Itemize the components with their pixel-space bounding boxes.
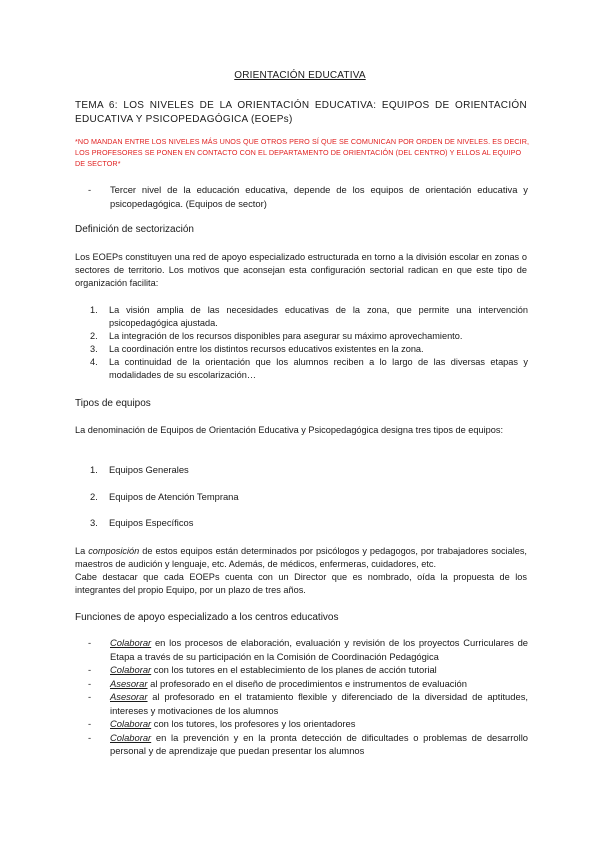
list-number: 3. bbox=[90, 344, 98, 354]
list-item bbox=[90, 517, 193, 528]
function-verb: Asesorar bbox=[110, 677, 148, 689]
list-text: Equipos de Atención Temprana bbox=[109, 491, 239, 502]
document-title: ORIENTACIÓN EDUCATIVA bbox=[234, 70, 366, 81]
topic-heading: TEMA 6: LOS NIVELES DE LA ORIENTACIÓN EDUCATIVA: EQUIPOS DE ORIENTACIÓN EDUCATIVA Y PSICOPEDAGÓGICA (EOEPs) bbox=[75, 100, 527, 125]
composicion-word: composición bbox=[88, 546, 140, 556]
dash-bullet: - bbox=[88, 731, 92, 743]
list-item bbox=[88, 663, 528, 677]
list-item bbox=[90, 304, 528, 330]
funciones-heading: Funciones de apoyo especializado a los centros educativos bbox=[75, 612, 339, 623]
tipos-paragraph: La denominación de Equipos de Orientación Educativa y Psicopedagógica designa tres tipos de equipos: bbox=[75, 425, 504, 435]
sectorizacion-paragraph: Los EOEPs constituyen una red de apoyo especializado estructurada en torno a la división escolar en zonas o sectores de territorio. Los motivos que aconsejan esta configuración sectorial radican en que este tipo de organización facilita: bbox=[75, 252, 527, 288]
dash-bullet: - bbox=[88, 637, 92, 648]
list-item bbox=[90, 343, 528, 356]
function-text: al profesorado en el tratamiento flexible y diferenciado de la diversidad de aptitudes, intereses y motivaciones de los alumnos bbox=[110, 691, 528, 716]
dash-bullet: - bbox=[88, 664, 92, 675]
funciones-list bbox=[88, 636, 528, 758]
red-note: *NO MANDAN ENTRE LOS NIVELES MÁS UNOS QUE OTROS PERO SÍ QUE SE COMUNICAN POR ORDEN DE NIVELES. ES DECIR, LOS PROFESORES SE PONEN EN CONTACTO CON EL DEPARTAMENTO DE ORIENTACIÓN (DEL CENTRO) Y ELLOS AL EQUIPO DE SECTOR* bbox=[75, 137, 530, 168]
list-number: 2. bbox=[90, 331, 98, 341]
function-verb: Colaborar bbox=[110, 718, 152, 729]
list-item bbox=[88, 183, 528, 210]
intro-bullet-text: Tercer nivel de la educación educativa, depende de los equipos de orientación educativa y psicopedagógica. (Equipos de sector) bbox=[110, 184, 528, 209]
function-text: con los tutores, los profesores y los orientadores bbox=[151, 718, 356, 729]
list-number: 1. bbox=[90, 464, 98, 475]
director-text: Cabe destacar que cada EOEPs cuenta con un Director que es nombrado, oída la propuesta de los integrantes del propio Equipo, por un plazo de tres años. bbox=[75, 572, 527, 595]
dash-bullet: - bbox=[88, 184, 92, 195]
dash-bullet: - bbox=[88, 691, 92, 702]
function-verb: Colaborar bbox=[110, 731, 152, 743]
list-number: 2. bbox=[90, 491, 98, 502]
list-text: La continuidad de la orientación que los alumnos reciben a lo largo de las diversas etapas y modalidades de su escolarización… bbox=[109, 357, 528, 380]
composicion-post: de estos equipos están determinados por psicólogos y pedagogos, por trabajadores sociales, maestros de audición y lenguaje, etc. Además, de médicos, enfermeras, cuidadores, etc. bbox=[75, 546, 527, 569]
tipos-heading: Tipos de equipos bbox=[75, 398, 151, 409]
list-number: 4. bbox=[90, 357, 98, 367]
dash-bullet: - bbox=[88, 718, 92, 729]
sectorizacion-heading: Definición de sectorización bbox=[75, 224, 194, 235]
list-item bbox=[90, 491, 239, 502]
list-item bbox=[88, 731, 528, 758]
function-verb: Asesorar bbox=[110, 691, 148, 702]
function-text: en la prevención y en la pronta detección de dificultades o problemas de desarrollo personal y de aprendizaje que puedan presentar los alumnos bbox=[110, 731, 528, 756]
intro-list bbox=[88, 183, 528, 210]
list-item bbox=[88, 717, 528, 731]
composicion-pre: La bbox=[75, 546, 89, 556]
list-text: Equipos Generales bbox=[109, 464, 189, 475]
list-text: La integración de los recursos disponibles para asegurar su máximo aprovechamiento. bbox=[109, 331, 463, 341]
dash-bullet: - bbox=[88, 677, 92, 689]
function-text: al profesorado en el diseño de procedimientos e instrumentos de evaluación bbox=[147, 677, 467, 689]
sectorizacion-list bbox=[90, 304, 528, 382]
list-item bbox=[88, 690, 528, 717]
list-number: 3. bbox=[90, 517, 98, 528]
function-text: con los tutores en el establecimiento de los planes de acción tutorial bbox=[151, 664, 437, 675]
list-item bbox=[90, 330, 528, 343]
list-item bbox=[90, 356, 528, 382]
list-item bbox=[88, 677, 528, 691]
list-item bbox=[90, 464, 189, 475]
list-text: La coordinación entre los distintos recursos educativos existentes en la zona. bbox=[109, 344, 424, 354]
function-verb: Colaborar bbox=[110, 664, 152, 675]
function-verb: Colaborar bbox=[110, 637, 152, 648]
list-text: Equipos Específicos bbox=[109, 517, 194, 528]
list-item bbox=[88, 636, 528, 663]
function-text: en los procesos de elaboración, evaluación y revisión de los proyectos Curriculares de Etapa a través de su participación en la Comisión de Coordinación Pedagógica bbox=[110, 637, 528, 662]
list-number: 1. bbox=[90, 305, 98, 315]
list-text: La visión amplia de las necesidades educativas de la zona, que permite una intervención psicopedagógica ajustada. bbox=[109, 305, 528, 328]
composicion-paragraph bbox=[75, 545, 527, 597]
